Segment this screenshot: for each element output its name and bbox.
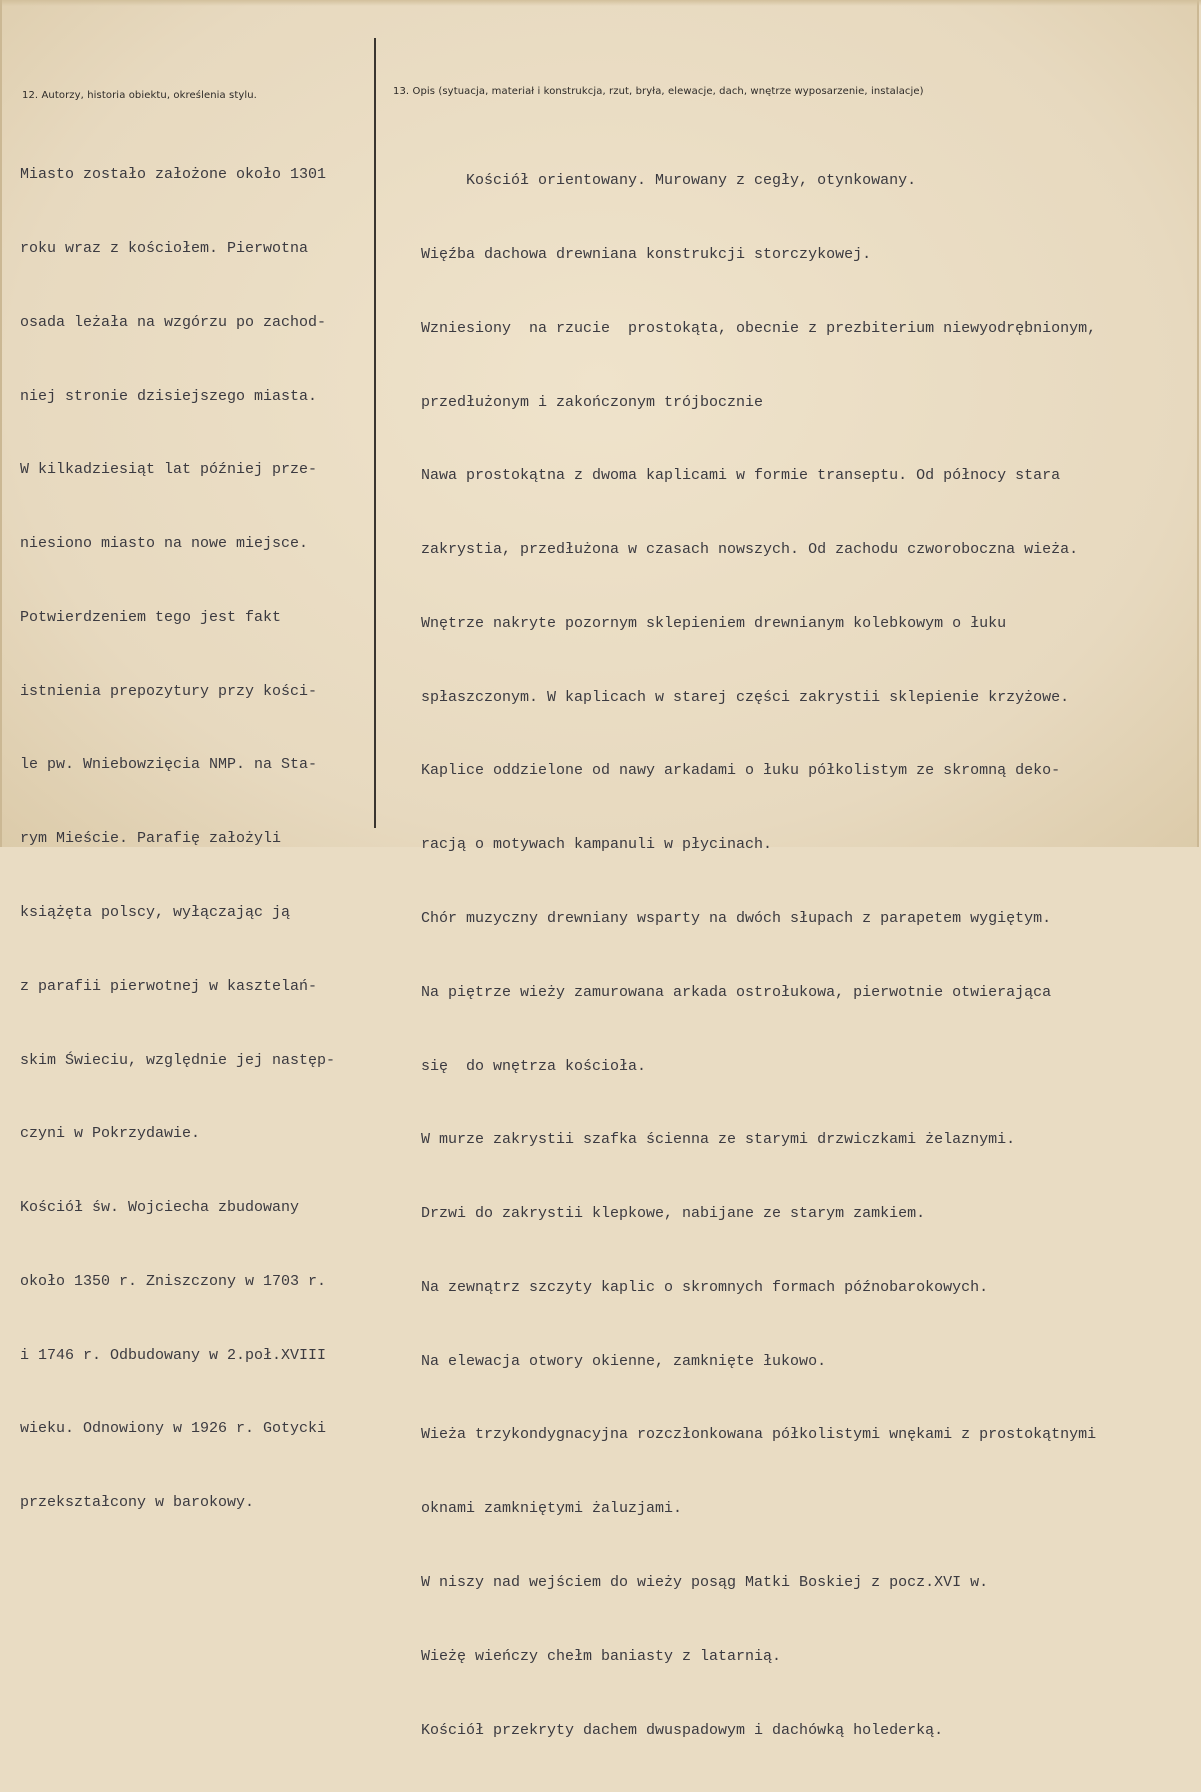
paper-edge	[2, 0, 1201, 6]
description-line: racją o motywach kampanuli w płycinach.	[421, 836, 773, 854]
history-line: książęta polscy, wyłączając ją	[20, 904, 291, 921]
description-line: Nawa prostokątna z dwoma kaplicami w formie transeptu. Od północy stara	[421, 467, 1061, 485]
description-line: Na zewnątrz szczyty kaplic o skromnych formach późnobarokowych.	[421, 1278, 989, 1296]
description-line: Drzwi do zakrystii klepkowe, nabijane ze starym zamkiem.	[421, 1205, 926, 1223]
description-line: Wnętrze nakryte pozornym sklepieniem drewnianym kolebkowym o łuku	[421, 614, 1007, 632]
history-line: około 1350 r. Zniszczony w 1703 r.	[20, 1272, 327, 1290]
description-line: Kościół przekryty dachem dwuspadowym i dachówką holederką.	[421, 1721, 944, 1739]
description-line: Więźba dachowa drewniana konstrukcji storczykowej.	[421, 245, 872, 263]
history-line: Miasto zostało założone około 1301	[20, 166, 327, 184]
description-line: Na piętrze wieży zamurowana arkada ostrołukowa, pierwotnie otwierająca	[421, 983, 1052, 1001]
description-line: W murze zakrystii szafka ścienna ze starymi drzwiczkami żelaznymi.	[421, 1131, 1016, 1149]
history-line: z parafii pierwotnej w kasztelań-	[20, 977, 318, 995]
history-line: roku wraz z kościołem. Pierwotna	[20, 239, 309, 257]
description-line: spłaszczonym. W kaplicach w starej części zakrystii sklepienie krzyżowe.	[421, 688, 1070, 706]
history-line: skim Świeciu, względnie jej następ-	[20, 1051, 336, 1069]
history-line: le pw. Wniebowzięcia NMP. na Sta-	[20, 756, 318, 774]
section-13-heading: 13. Opis (sytuacja, materiał i konstrukcja, rzut, bryła, elewacje, dach, wnętrze wyposarzenie, instalacje)	[393, 86, 924, 97]
history-line: Potwierdzeniem tego jest fakt	[20, 608, 282, 626]
description-line: przedłużonym i zakończonym trójbocznie	[421, 393, 764, 411]
history-line: niesiono miasto na nowe miejsce.	[20, 535, 309, 553]
description-line: Wieżę wieńczy chełm baniasty z latarnią.	[421, 1647, 782, 1665]
history-line: niej stronie dzisiejszego miasta.	[20, 387, 318, 405]
description-text	[421, 120, 1096, 1792]
history-line: czyni w Pokrzydawie.	[20, 1125, 201, 1143]
section-12-heading: 12. Autorzy, historia obiektu, określenia stylu.	[22, 90, 257, 101]
history-line: i 1746 r. Odbudowany w 2.poł.XVIII	[20, 1346, 327, 1364]
description-line: Wieża trzykondygnacyjna rozczłonkowana półkolistymi wnękami z prostokątnymi	[421, 1426, 1097, 1444]
description-line: W niszy nad wejściem do wieży posąg Matki Boskiej z pocz.XVI w.	[421, 1574, 989, 1592]
column-divider	[374, 38, 376, 828]
history-line: przekształcony w barokowy.	[20, 1494, 255, 1512]
history-line: W kilkadziesiąt lat później prze-	[20, 461, 318, 479]
history-line: Kościół św. Wojciecha zbudowany	[20, 1199, 300, 1217]
description-line: oknami zamkniętymi żaluzjami.	[421, 1500, 683, 1518]
description-line: Kaplice oddzielone od nawy arkadami o łuku półkolistym ze skromną deko-	[421, 762, 1061, 780]
description-line: zakrystia, przedłużona w czasach nowszych. Od zachodu czworoboczna wieża.	[421, 541, 1079, 559]
description-line: Kościół orientowany. Murowany z cegły, otynkowany.	[421, 172, 917, 190]
description-line: Chór muzyczny drewniany wsparty na dwóch słupach z parapetem wygiętym.	[421, 910, 1052, 927]
history-text	[20, 114, 335, 1565]
history-line: osada leżała na wzgórzu po zachod-	[20, 313, 327, 331]
history-line: istnienia prepozytury przy kości-	[20, 682, 318, 700]
description-line: Na elewacja otwory okienne, zamknięte łukowo.	[421, 1352, 827, 1370]
history-line: wieku. Odnowiony w 1926 r. Gotycki	[20, 1420, 327, 1438]
description-line: się do wnętrza kościoła.	[421, 1057, 647, 1075]
description-line: Wzniesiony na rzucie prostokąta, obecnie z prezbiterium niewyodrębnionym,	[421, 319, 1097, 337]
history-line: rym Mieście. Parafię założyli	[20, 830, 282, 848]
